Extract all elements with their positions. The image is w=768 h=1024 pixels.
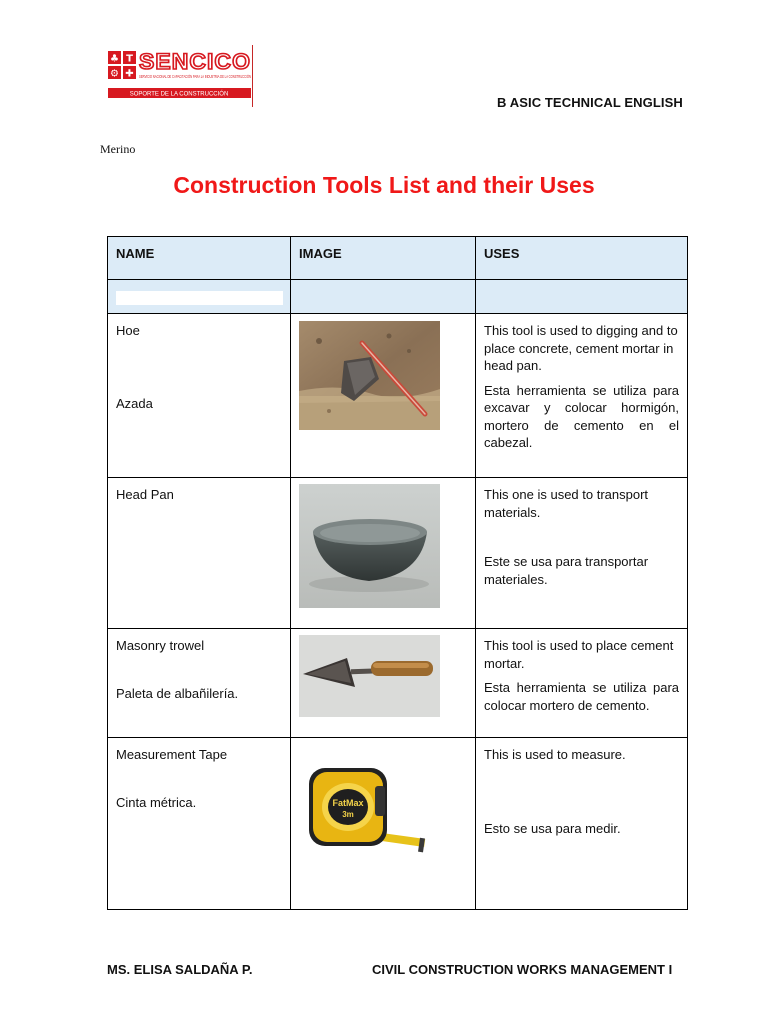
tool-uses-cell (476, 314, 688, 478)
use-en: This tool is used to place cement mortar. (484, 638, 674, 671)
tool-image-cell (291, 314, 476, 478)
course-title: B ASIC TECHNICAL ENGLISH (497, 95, 683, 110)
tool-image-cell (291, 478, 476, 629)
measurement-tape-photo (299, 756, 440, 871)
table-header-row (108, 237, 688, 280)
use-es: Este se usa para transportar materiales. (484, 554, 649, 587)
svg-text:T: T (126, 53, 133, 65)
table-row (108, 738, 688, 910)
use-es: Esto se usa para medir. (484, 820, 621, 836)
table-row (108, 629, 688, 738)
header-image: IMAGE (291, 237, 476, 280)
hoe-photo (299, 321, 440, 430)
tape-brand: FatMax (332, 798, 364, 808)
tool-name-en: Hoe (116, 323, 140, 338)
use-es: Esta herramienta se utiliza para excavar y colocar hormigón, mortero de cemento en el cabezal. (484, 382, 679, 450)
author-tag: Merino (100, 142, 136, 156)
tool-uses-cell (476, 629, 688, 738)
tool-name-es: Paleta de albañilería. (116, 685, 239, 701)
header-name: NAME (108, 237, 291, 280)
tool-uses-cell (476, 478, 688, 629)
svg-text:✚: ✚ (125, 68, 134, 80)
head-pan-photo (299, 484, 440, 608)
footer-author: MS. ELISA SALDAÑA P. (107, 962, 253, 977)
tool-name-cell (108, 314, 291, 478)
tool-name-cell (108, 629, 291, 738)
sencico-logo (106, 45, 256, 107)
header-uses: USES (476, 237, 688, 280)
svg-text:♣: ♣ (110, 53, 119, 65)
tool-uses-cell (476, 738, 688, 910)
svg-text:⚙: ⚙ (110, 68, 119, 80)
table-row (108, 478, 688, 629)
document-title: Construction Tools List and their Uses (173, 172, 595, 198)
tool-name-en: Measurement Tape (116, 747, 228, 762)
tool-name-cell (108, 478, 291, 629)
tool-name-es: Cinta métrica. (116, 794, 197, 810)
masonry-trowel-photo (299, 635, 440, 717)
logo-tagline: SOPORTE DE LA CONSTRUCCIÓN (129, 91, 229, 98)
use-en: This one is used to transport materials. (484, 487, 649, 520)
blank-field (116, 291, 283, 305)
tool-name-en: Masonry trowel (116, 638, 205, 653)
logo-wordmark: SENCICO (139, 49, 251, 74)
tool-image-cell (291, 738, 476, 910)
tool-name-cell (108, 738, 291, 910)
tool-name-en: Head Pan (116, 487, 174, 502)
logo-divider (252, 45, 253, 107)
tool-image-cell (291, 629, 476, 738)
use-en: This tool is used to digging and to place concrete, cement mortar in head pan. (484, 323, 678, 373)
logo-subtitle: SERVICIO NACIONAL DE CAPACITACIÓN PARA LA INDUSTRIA DE LA CONSTRUCCIÓN (139, 74, 251, 79)
tools-table (107, 236, 688, 910)
tape-size: 3m (342, 810, 354, 819)
footer-course: CIVIL CONSTRUCTION WORKS MANAGEMENT I (372, 962, 673, 977)
table-row (108, 314, 688, 478)
use-es: Esta herramienta se utiliza para colocar mortero de cemento. (484, 680, 679, 713)
use-en: This is used to measure. (484, 747, 626, 762)
table-blank-row (108, 280, 688, 314)
tool-name-es: Azada (116, 395, 153, 411)
